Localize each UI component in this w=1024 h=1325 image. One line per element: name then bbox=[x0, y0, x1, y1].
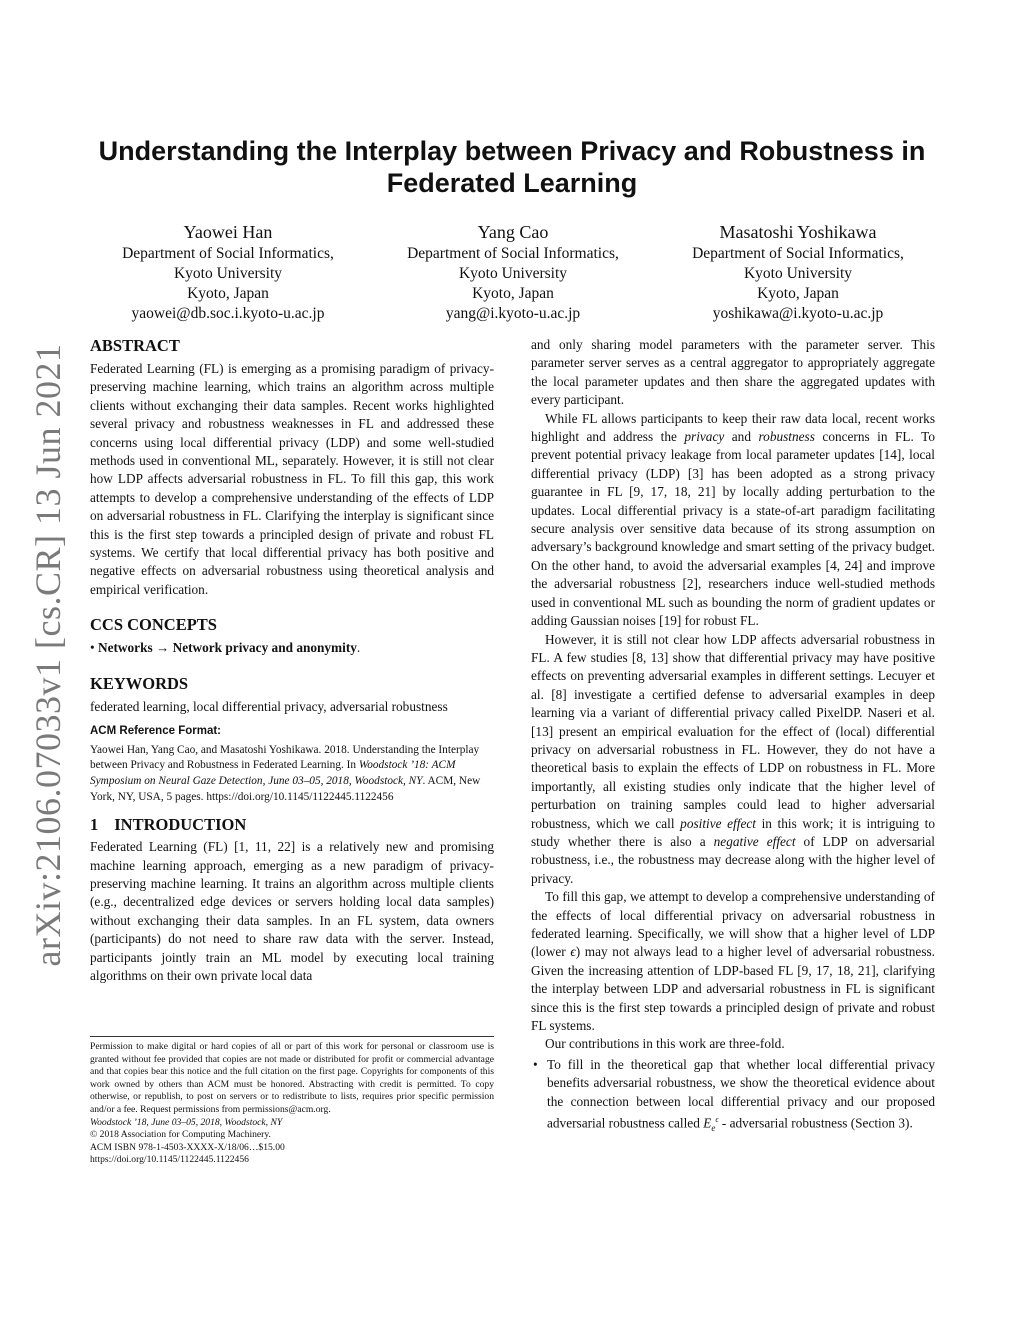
acm-ref-text bbox=[90, 743, 494, 806]
bullet-1-superscript: ϵ bbox=[715, 1115, 719, 1125]
author-email[interactable]: yang@i.kyoto-u.ac.jp bbox=[445, 305, 581, 322]
abstract-heading: ABSTRACT bbox=[90, 336, 180, 355]
p2-robustness: robustness bbox=[758, 429, 815, 445]
intro-paragraph-3 bbox=[531, 631, 935, 889]
paper-title bbox=[80, 135, 944, 199]
author-email[interactable]: yoshikawa@i.kyoto-u.ac.jp bbox=[712, 305, 884, 322]
p3-part-b: in this work; it is intriguing to study whether there is also a bbox=[531, 815, 935, 849]
author-block bbox=[88, 220, 938, 324]
bullet-1-part-b: - adversarial robustness (Section 3). bbox=[718, 1115, 913, 1131]
author-dept: Department of Social Informatics, bbox=[407, 245, 619, 262]
footnote-isbn: ACM ISBN 978-1-4503-XXXX-X/18/06…$15.00 bbox=[90, 1141, 285, 1153]
p4-epsilon: ϵ bbox=[570, 944, 576, 960]
title-line-2: Federated Learning bbox=[386, 168, 638, 198]
title-line-1: Understanding the Interplay between Privacy and Robustness in bbox=[98, 136, 926, 166]
intro-heading bbox=[90, 816, 494, 834]
author-dept: Department of Social Informatics, bbox=[692, 245, 904, 262]
bullet-1-part-a: To fill in the theoretical gap that whether local differential privacy benefits adversarial robustness, we show the theoretical evidence about the connection between local differential privacy and our proposed adversarial robustness called bbox=[547, 1056, 935, 1131]
author-2 bbox=[373, 220, 653, 324]
footnote-venue: Woodstock ’18, June 03–05, 2018, Woodstock, NY bbox=[90, 1116, 283, 1128]
p2-and: and bbox=[724, 429, 759, 445]
p3-part-a: However, it is still not clear how LDP affects adversarial robustness in FL. A few studies [8, 13] show that differential privacy may have positive effects on preventing adversarial examples in different settings. Lecuyer et al. [8] investigate a certified defense to adversarial examples in deep learning via a variant of differential privacy called PixelDP. Naseri et al. [13] present an empirical evaluation for the effect of (local) differential privacy on adversarial robustness in FL. However, they do not have a theoretical basis to explain the effects of LDP on robustness in FL. More importantly, all existing studies only indicate that the higher level of perturbation on training samples could lead to higher adversarial robustness, which we call bbox=[531, 631, 935, 831]
permission-footnote bbox=[90, 1036, 494, 1167]
intro-title: INTRODUCTION bbox=[114, 814, 247, 834]
ccs-arrow: → bbox=[155, 640, 170, 656]
ccs-end: . bbox=[356, 640, 361, 656]
ccs-heading: CCS CONCEPTS bbox=[90, 615, 217, 635]
author-location: Kyoto, Japan bbox=[187, 285, 269, 302]
intro-paragraph-5: Our contributions in this work are three-fold. bbox=[545, 1036, 785, 1052]
author-name: Yaowei Han bbox=[183, 222, 273, 242]
keywords-heading: KEYWORDS bbox=[90, 673, 189, 693]
bullet-1-subscript: e bbox=[711, 1123, 716, 1134]
author-1 bbox=[88, 220, 368, 324]
ccs-concepts bbox=[90, 639, 494, 657]
p2-privacy: privacy bbox=[684, 429, 725, 445]
ccs-item-privacy: Network privacy and anonymity bbox=[172, 640, 357, 656]
ccs-item-networks: Networks bbox=[97, 640, 153, 656]
footnote-doi[interactable]: https://doi.org/10.1145/1122445.1122456 bbox=[90, 1154, 249, 1166]
author-name: Yang Cao bbox=[477, 222, 549, 242]
acm-ref-part-b: . ACM, New York, NY, USA, 5 pages. https://doi.org/10.1145/1122445.1122456 bbox=[90, 775, 481, 803]
ccs-bullet: • bbox=[90, 640, 95, 656]
footnote-permission: Permission to make digital or hard copies of all or part of this work for personal or classroom use is granted without fee provided that copies are not made or distributed for profit or commercial advantage and that copies bear this notice and the full citation on the first page. Copyrights for components of this work owned by others than ACM must be honored. Abstracting with credit is permitted. To copy otherwise, or republish, to post on servers or to redistribute to lists, requires prior specific permission and/or a fee. Request permissions from permissions@acm.org. bbox=[90, 1041, 494, 1115]
list-item bbox=[547, 1056, 935, 1138]
p2-part-b: concerns in FL. To prevent potential privacy leakage from local parameter updates [14], local differential privacy (LDP) [3] has been adopted as a strong privacy guarantee in FL [9, 17, 18, 21] by locally adding perturbation to the updates. Local differential privacy is a state-of-art paradigm facilitating secure analysis over sensitive data because of its strong assumption on adversary’s background knowledge and smart setting of the privacy budget. On the other hand, to avoid the adversarial examples [4, 24] and improve the adversarial robustness [2], researchers induce well-studied methods used in conventional ML such as bounding the norm of gradient updates or adding Gaussian noises [19] for robust FL. bbox=[531, 429, 935, 629]
footnote-copyright: © 2018 Association for Computing Machinery. bbox=[90, 1129, 271, 1141]
p2-part-a: While FL allows participants to keep their raw data local, recent works highlight and address the bbox=[531, 410, 935, 445]
author-name: Masatoshi Yoshikawa bbox=[719, 222, 877, 242]
p3-positive-effect: positive effect bbox=[680, 815, 756, 831]
p4-part-b: ) may not always lead to a higher level of adversarial robustness. Given the increasing attention of LDP-based FL [9, 17, 18, 21], clarifying the interplay between LDP and adversarial robustness in FL is significant since this is the first step towards a principled design of private and robust FL systems. bbox=[531, 944, 935, 1034]
p3-part-c: of LDP on adversarial robustness, i.e., the robustness may decrease along with the higher level of privacy. bbox=[531, 833, 935, 886]
p4-part-a: To fill this gap, we attempt to develop a comprehensive understanding of the effects of local differential privacy on adversarial robustness in federated learning. Specifically, we will show that a higher level of LDP (lower bbox=[531, 889, 935, 960]
p3-negative-effect: negative effect bbox=[713, 833, 796, 849]
intro-paragraph-1: Federated Learning (FL) [1, 11, 22] is a relatively new and promising machine learning approach, emerging as a new paradigm of privacy-preserving machine learning. It trains an algorithm across multiple clients (e.g., decentralized edge devices or servers holding local data samples) without exchanging their data samples. In an FL system, data owners (participants) do not need to share raw data with the server. Instead, participants jointly train an ML model by executing local training algorithms on their own private local data bbox=[90, 839, 494, 983]
contribution-list bbox=[531, 1056, 935, 1138]
author-univ: Kyoto University bbox=[173, 265, 283, 282]
acm-ref-venue: Woodstock ’18: ACM Symposium on Neural Gaze Detection, June 03–05, 2018, Woodstock, NY bbox=[90, 759, 456, 788]
acm-ref-part-a: Yaowei Han, Yang Cao, and Masatoshi Yoshikawa. 2018. Understanding the Interplay between Privacy and Robustness in Federated Learning. In bbox=[90, 743, 480, 772]
left-column bbox=[90, 336, 494, 985]
intro-paragraph-4 bbox=[531, 888, 935, 1035]
author-email[interactable]: yaowei@db.soc.i.kyoto-u.ac.jp bbox=[131, 305, 325, 322]
arxiv-id: arXiv:2106.07033v1 [cs.CR] 13 Jun 2021 bbox=[28, 343, 68, 967]
bullet-1-symbol: E bbox=[703, 1115, 712, 1131]
author-location: Kyoto, Japan bbox=[472, 285, 554, 302]
intro-paragraph-1-cont: and only sharing model parameters with the parameter server. This parameter server serves as a central aggregator to appropriately aggregate the local parameter updates and then share the aggregated updates with every participant. bbox=[531, 337, 935, 408]
abstract-text: Federated Learning (FL) is emerging as a promising paradigm of privacy-preserving machine learning, which trains an algorithm across multiple clients without exchanging their data samples. Recent works highlighted several privacy and robustness weaknesses in FL and addressed these concerns using local differential privacy (LDP) and some well-studied methods used in conventional ML, separately. However, it is still not clear how LDP affects adversarial robustness in FL. To fill this gap, this work attempts to develop a comprehensive understanding of the effects of LDP on adversarial robustness in FL. Clarifying the interplay is significant since this is the first step towards a principled design of private and robust FL systems. We certify that local differential privacy has both positive and negative effects on adversarial robustness using theoretical analysis and empirical verification. bbox=[90, 361, 494, 597]
author-location: Kyoto, Japan bbox=[757, 285, 839, 302]
intro-paragraph-2 bbox=[531, 410, 935, 631]
author-univ: Kyoto University bbox=[458, 265, 568, 282]
author-3 bbox=[658, 220, 938, 324]
keywords-text: federated learning, local differential privacy, adversarial robustness bbox=[90, 698, 448, 714]
right-column bbox=[531, 336, 935, 1138]
acm-ref-heading: ACM Reference Format: bbox=[90, 725, 221, 738]
author-univ: Kyoto University bbox=[743, 265, 853, 282]
author-dept: Department of Social Informatics, bbox=[122, 245, 334, 262]
intro-number: 1 bbox=[90, 814, 99, 834]
